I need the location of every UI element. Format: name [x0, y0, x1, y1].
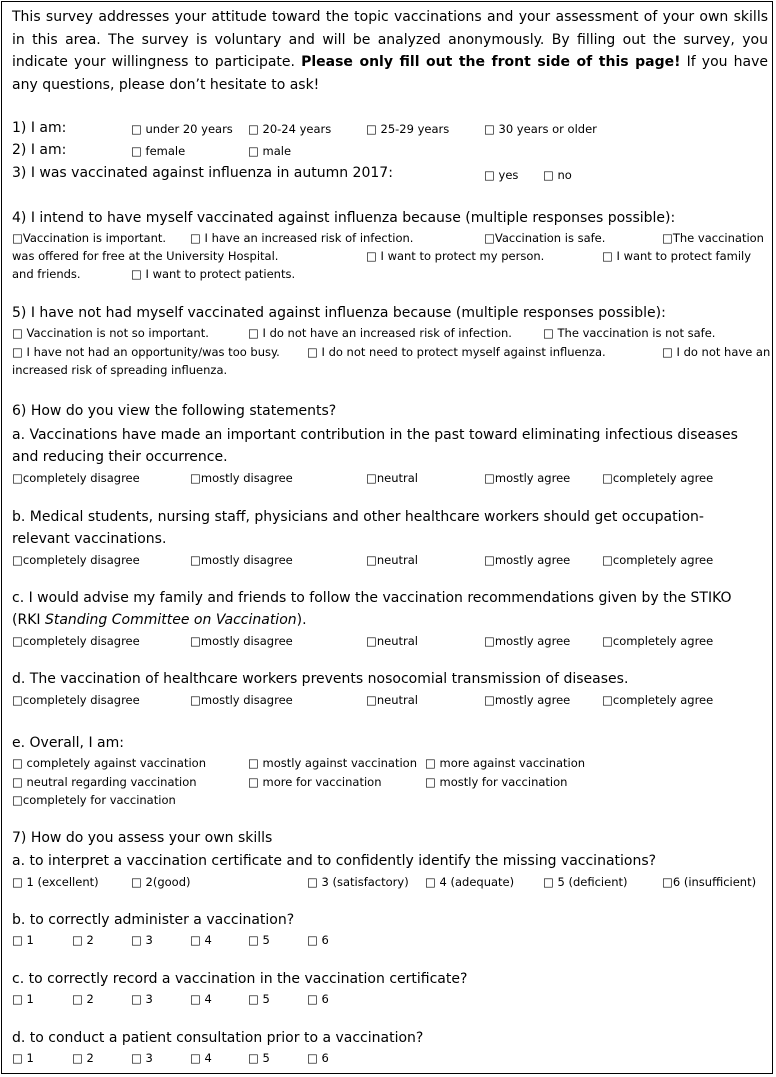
q7b-option[interactable]: □ 6 — [307, 933, 329, 947]
q6b-option[interactable]: □mostly disagree — [190, 553, 293, 567]
q3-option[interactable]: □ no — [543, 168, 572, 182]
q3-option[interactable]: □ yes — [484, 168, 519, 182]
q6a-option[interactable]: □completely disagree — [12, 471, 140, 485]
q6d-option[interactable]: □mostly disagree — [190, 693, 293, 707]
q7b-option[interactable]: □ 1 — [12, 933, 34, 947]
q7c-option[interactable]: □ 1 — [12, 992, 34, 1006]
survey-page — [1, 1, 773, 1074]
intro-paragraph — [12, 6, 768, 96]
q2-label: 2) I am: — [12, 142, 67, 158]
intro-text: This survey addresses your attitude toward the topic vaccinations and your assessment of your own skills in this area. The survey is voluntary and will be analyzed anonymously. By filling out the survey, you indicate your willingness to participate. — [12, 9, 768, 70]
q6c-option[interactable]: □completely disagree — [12, 634, 140, 648]
q1-label: 1) I am: — [12, 120, 67, 136]
q6e-option[interactable]: □ mostly for vaccination — [425, 775, 568, 789]
q6b-option[interactable]: □completely disagree — [12, 553, 140, 567]
q7a-option[interactable]: □6 (insufficient) — [662, 875, 757, 889]
q6-label: 6) How do you view the following statements? — [12, 403, 337, 419]
q7b-option[interactable]: □ 3 — [131, 933, 153, 947]
q6e-label: e. Overall, I am: — [12, 735, 124, 751]
q6c-italic-text: Standing Committee on Vaccination — [44, 612, 297, 628]
q6b-statement: b. Medical students, nursing staff, physicians and other healthcare workers should get occupation- — [12, 509, 704, 525]
q6d-option[interactable]: □completely disagree — [12, 693, 140, 707]
q6e-option[interactable]: □ mostly against vaccination — [248, 756, 418, 770]
q5-label: 5) I have not had myself vaccinated against influenza because (multiple responses possible): — [12, 305, 666, 321]
q7c-option[interactable]: □ 6 — [307, 992, 329, 1006]
q2-option[interactable]: □ male — [248, 144, 292, 158]
q4-option[interactable]: □ I want to protect family — [602, 249, 752, 263]
q6e-option[interactable]: □ completely against vaccination — [12, 756, 206, 770]
q7d-option[interactable]: □ 1 — [12, 1051, 34, 1065]
q5-option[interactable]: □ I do not have an increased risk of infection. — [248, 326, 512, 340]
q4-option[interactable]: □The vaccination — [662, 231, 764, 245]
q6b-option[interactable]: □completely agree — [602, 553, 714, 567]
q6c-option[interactable]: □neutral — [366, 634, 418, 648]
q6a-statement-continued: and reducing their occurrence. — [12, 449, 228, 465]
q6a-option[interactable]: □mostly agree — [484, 471, 571, 485]
q6b-option[interactable]: □neutral — [366, 553, 418, 567]
q7a-option[interactable]: □ 4 (adequate) — [425, 875, 515, 889]
q7a-option[interactable]: □ 5 (deficient) — [543, 875, 628, 889]
q7a-option[interactable]: □ 1 (excellent) — [12, 875, 99, 889]
q1-option[interactable]: □ under 20 years — [131, 122, 233, 136]
q1-option[interactable]: □ 20-24 years — [248, 122, 332, 136]
q6e-option[interactable]: □ neutral regarding vaccination — [12, 775, 197, 789]
q7c-option[interactable]: □ 5 — [248, 992, 270, 1006]
q7d-option[interactable]: □ 6 — [307, 1051, 329, 1065]
q6e-option[interactable]: □ more for vaccination — [248, 775, 382, 789]
q4-option[interactable]: □Vaccination is important. — [12, 231, 167, 245]
q7d-option[interactable]: □ 5 — [248, 1051, 270, 1065]
q6c-option[interactable]: □mostly agree — [484, 634, 571, 648]
q3-label: 3) I was vaccinated against influenza in autumn 2017: — [12, 165, 393, 181]
q5-option[interactable]: □ Vaccination is not so important. — [12, 326, 209, 340]
q7d-option[interactable]: □ 2 — [72, 1051, 94, 1065]
q7b-question: b. to correctly administer a vaccination? — [12, 912, 295, 928]
q6c-text: (RKI — [12, 612, 45, 628]
q6a-option[interactable]: □completely agree — [602, 471, 714, 485]
q6a-option[interactable]: □neutral — [366, 471, 418, 485]
q2-option[interactable]: □ female — [131, 144, 186, 158]
q4-option[interactable]: □ I want to protect patients. — [131, 267, 296, 281]
q4-option[interactable]: □Vaccination is safe. — [484, 231, 606, 245]
q5-option-continued: increased risk of spreading influenza. — [12, 363, 228, 377]
q7a-question: a. to interpret a vaccination certificate and to confidently identify the missing vaccinations? — [12, 853, 657, 869]
q6c-statement-continued — [12, 612, 307, 629]
q6e-option[interactable]: □completely for vaccination — [12, 793, 176, 807]
q7c-option[interactable]: □ 2 — [72, 992, 94, 1006]
q1-option[interactable]: □ 25-29 years — [366, 122, 450, 136]
q5-option[interactable]: □ I do not have an — [662, 345, 771, 359]
q6c-text-end: ). — [296, 612, 307, 628]
q4-option-continued: and friends. — [12, 267, 81, 281]
q4-option[interactable]: □ I want to protect my person. — [366, 249, 545, 263]
q7c-option[interactable]: □ 4 — [190, 992, 212, 1006]
q7-label: 7) How do you assess your own skills — [12, 830, 273, 846]
q6b-option[interactable]: □mostly agree — [484, 553, 571, 567]
q5-option[interactable]: □ The vaccination is not safe. — [543, 326, 716, 340]
q7b-option[interactable]: □ 5 — [248, 933, 270, 947]
q5-option[interactable]: □ I have not had an opportunity/was too busy. — [12, 345, 280, 359]
q7d-option[interactable]: □ 4 — [190, 1051, 212, 1065]
q4-label: 4) I intend to have myself vaccinated against influenza because (multiple responses possible): — [12, 210, 676, 226]
q6d-option[interactable]: □completely agree — [602, 693, 714, 707]
q6b-statement-continued: relevant vaccinations. — [12, 531, 167, 547]
q6c-option[interactable]: □mostly disagree — [190, 634, 293, 648]
q6d-option[interactable]: □neutral — [366, 693, 418, 707]
q6d-statement: d. The vaccination of healthcare workers prevents nosocomial transmission of diseases. — [12, 671, 629, 687]
q7b-option[interactable]: □ 4 — [190, 933, 212, 947]
q6a-statement: a. Vaccinations have made an important contribution in the past toward eliminating infectious diseases — [12, 427, 738, 443]
q5-option[interactable]: □ I do not need to protect myself against influenza. — [307, 345, 606, 359]
q7d-question: d. to conduct a patient consultation prior to a vaccination? — [12, 1030, 424, 1046]
q4-option-continued: was offered for free at the University Hospital. — [12, 249, 279, 263]
q7c-question: c. to correctly record a vaccination in the vaccination certificate? — [12, 971, 468, 987]
q7b-option[interactable]: □ 2 — [72, 933, 94, 947]
q4-option[interactable]: □ I have an increased risk of infection. — [190, 231, 414, 245]
q7a-option[interactable]: □ 3 (satisfactory) — [307, 875, 409, 889]
q6a-option[interactable]: □mostly disagree — [190, 471, 293, 485]
q6d-option[interactable]: □mostly agree — [484, 693, 571, 707]
q6e-option[interactable]: □ more against vaccination — [425, 756, 586, 770]
q6c-statement: c. I would advise my family and friends to follow the vaccination recommendations given by the STIKO — [12, 590, 732, 606]
q7d-option[interactable]: □ 3 — [131, 1051, 153, 1065]
intro-bold-instruction: Please only fill out the front side of this page! — [301, 54, 681, 70]
q7a-option[interactable]: □ 2(good) — [131, 875, 191, 889]
q1-option[interactable]: □ 30 years or older — [484, 122, 597, 136]
q6c-option[interactable]: □completely agree — [602, 634, 714, 648]
q7c-option[interactable]: □ 3 — [131, 992, 153, 1006]
intro-text-end: If you have any questions, please don’t hesitate to ask! — [12, 54, 769, 93]
